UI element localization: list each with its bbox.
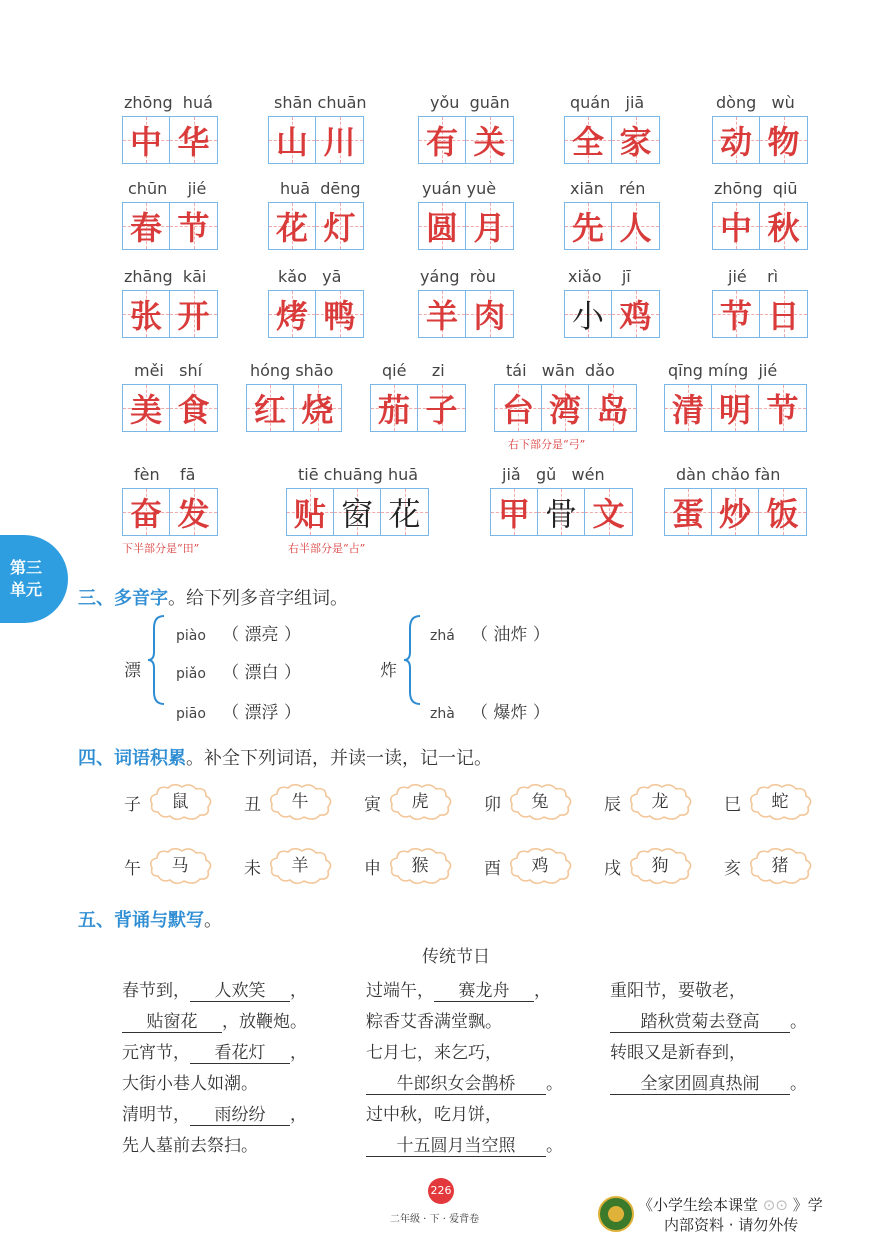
polyphone-item: zhà （ 爆炸 ） — [430, 703, 550, 723]
pinyin: jié rì — [728, 267, 779, 286]
cloud-answer-box — [748, 846, 812, 886]
poem-line: 踏秋赏菊去登高 。 — [610, 1007, 807, 1033]
unit-tab-line2: 单元 — [10, 580, 43, 599]
polyphone-item: piāo （ 漂浮 ） — [176, 703, 301, 723]
poem-line: 先人墓前去祭扫。 — [122, 1136, 258, 1156]
char-grid: 红 烧 — [246, 384, 342, 432]
earthly-branch: 卯 — [484, 795, 501, 815]
pinyin: jiǎ gǔ wén — [502, 465, 605, 484]
zodiac-animal: 狗 — [651, 856, 669, 876]
pinyin: huā dēng — [280, 179, 361, 198]
pinyin: dòng wù — [716, 93, 795, 112]
cloud-answer-box — [148, 846, 212, 886]
cloud-answer-box — [628, 782, 692, 822]
pinyin: tái wān dǎo — [506, 361, 615, 380]
poem-line: 粽香艾香满堂飘。 — [366, 1012, 502, 1032]
char-grid: 有 关 — [418, 116, 514, 164]
fill-blank: 全家团圆真热闹 — [610, 1069, 790, 1095]
brace-icon — [402, 614, 424, 706]
zodiac-animal: 羊 — [291, 856, 309, 876]
char-grid: 茄 子 — [370, 384, 466, 432]
grade-text: 二年级 · 下 · 爱背卷 — [390, 1214, 480, 1225]
poem-line: 过中秋，吃月饼， — [366, 1105, 502, 1125]
poem-line: 十五圆月当空照 。 — [366, 1131, 563, 1157]
char-grid: 中 秋 — [712, 202, 808, 250]
earthly-branch: 辰 — [604, 795, 621, 815]
char-grid: 中 华 — [122, 116, 218, 164]
brand-title: 《小学生绘本课堂 ⊙⊙ 》学 — [638, 1196, 823, 1214]
cloud-answer-box — [268, 846, 332, 886]
earthly-branch: 申 — [364, 859, 381, 879]
zodiac-animal: 蛇 — [771, 792, 789, 812]
section-heading-5: 五、背诵与默写。 — [78, 910, 222, 931]
char-grid: 台 湾 岛 — [494, 384, 637, 432]
poem-line: 全家团圆真热闹 。 — [610, 1069, 807, 1095]
pinyin: qīng míng jié — [668, 361, 778, 380]
char-grid: 张 开 — [122, 290, 218, 338]
pinyin: yǒu guān — [430, 93, 510, 112]
hint-note: 下半部分是“田” — [122, 542, 200, 555]
brand-logo-icon — [598, 1196, 634, 1232]
cloud-answer-box — [508, 782, 572, 822]
char-grid: 烤 鸭 — [268, 290, 364, 338]
cloud-answer-box — [508, 846, 572, 886]
pinyin: fèn fā — [134, 465, 196, 484]
zodiac-animal: 鼠 — [171, 792, 189, 812]
poem-line: 过端午， 赛龙舟 ， — [366, 976, 551, 1002]
char-grid: 贴 窗 花 — [286, 488, 429, 536]
fill-blank: 贴窗花 — [122, 1007, 222, 1033]
char-grid: 小 鸡 — [564, 290, 660, 338]
zodiac-animal: 兔 — [531, 792, 549, 812]
hint-note: 右下部分是“弓” — [508, 438, 586, 451]
pinyin: hóng shāo — [250, 361, 334, 380]
cloud-answer-box — [388, 782, 452, 822]
pinyin: zhōng huá — [124, 93, 213, 112]
pinyin: xiān rén — [570, 179, 646, 198]
brace-icon — [146, 614, 168, 706]
fill-blank: 看花灯 — [190, 1038, 290, 1064]
cloud-answer-box — [628, 846, 692, 886]
char-grid: 全 家 — [564, 116, 660, 164]
pinyin: qié zi — [382, 361, 445, 380]
poem-title: 传统节日 — [422, 947, 490, 967]
cloud-answer-box — [748, 782, 812, 822]
pinyin: yuán yuè — [422, 179, 497, 198]
pinyin: yáng ròu — [420, 267, 496, 286]
poem-line: 重阳节，要敬老， — [610, 981, 746, 1001]
earthly-branch: 戌 — [604, 859, 621, 879]
poem-line: 春节到， 人欢笑 ， — [122, 976, 307, 1002]
unit-tab — [0, 535, 68, 623]
pinyin: shān chuān — [274, 93, 367, 112]
pinyin: tiē chuāng huā — [298, 465, 419, 484]
fill-blank: 牛郎织女会鹊桥 — [366, 1069, 546, 1095]
char-grid: 春 节 — [122, 202, 218, 250]
pinyin: quán jiā — [570, 93, 645, 112]
fill-blank: 十五圆月当空照 — [366, 1131, 546, 1157]
unit-tab-line1: 第三 — [10, 558, 43, 577]
poem-line: 清明节， 雨纷纷 ， — [122, 1100, 307, 1126]
polyphone-item: zhá （ 油炸 ） — [430, 625, 550, 645]
char-grid: 节 日 — [712, 290, 808, 338]
poem-line: 元宵节， 看花灯 ， — [122, 1038, 307, 1064]
char-grid: 山 川 — [268, 116, 364, 164]
earthly-branch: 子 — [124, 795, 141, 815]
zodiac-animal: 猪 — [771, 856, 789, 876]
polyphone-item: piào （ 漂亮 ） — [176, 625, 301, 645]
pinyin: kǎo yā — [278, 267, 342, 286]
char-grid: 羊 肉 — [418, 290, 514, 338]
pinyin: zhōng qiū — [714, 179, 798, 198]
char-grid: 先 人 — [564, 202, 660, 250]
char-grid: 清 明 节 — [664, 384, 807, 432]
pinyin: zhāng kāi — [124, 267, 207, 286]
pinyin: dàn chǎo fàn — [676, 465, 781, 484]
fill-blank: 人欢笑 — [190, 976, 290, 1002]
pinyin: chūn jié — [128, 179, 207, 198]
earthly-branch: 巳 — [724, 795, 741, 815]
char-grid: 蛋 炒 饭 — [664, 488, 807, 536]
poem-line: 贴窗花 ，放鞭炮。 — [122, 1007, 307, 1033]
poem-line: 牛郎织女会鹊桥 。 — [366, 1069, 563, 1095]
fill-blank: 赛龙舟 — [434, 976, 534, 1002]
poem-line: 七月七，来乞巧， — [366, 1043, 502, 1063]
zodiac-animal: 马 — [171, 856, 189, 876]
char-grid: 美 食 — [122, 384, 218, 432]
fill-blank: 雨纷纷 — [190, 1100, 290, 1126]
polyphone-char: 漂 — [124, 661, 141, 681]
zodiac-animal: 鸡 — [531, 856, 549, 876]
pinyin: xiǎo jī — [568, 267, 631, 286]
zodiac-animal: 牛 — [291, 792, 309, 812]
pinyin: měi shí — [134, 361, 203, 380]
poem-line: 大街小巷人如潮。 — [122, 1074, 258, 1094]
char-grid: 动 物 — [712, 116, 808, 164]
poem-line: 转眼又是新春到， — [610, 1043, 746, 1063]
polyphone-char: 炸 — [380, 661, 397, 681]
char-grid: 奋 发 — [122, 488, 218, 536]
earthly-branch: 寅 — [364, 795, 381, 815]
earthly-branch: 丑 — [244, 795, 261, 815]
polyphone-item: piǎo （ 漂白 ） — [176, 663, 301, 683]
brand-notice: 内部资料 · 请勿外传 — [664, 1216, 799, 1234]
char-grid: 圆 月 — [418, 202, 514, 250]
zodiac-animal: 虎 — [411, 792, 429, 812]
char-grid: 花 灯 — [268, 202, 364, 250]
section-heading-3: 三、多音字。给下列多音字组词。 — [78, 588, 348, 609]
zodiac-animal: 龙 — [651, 792, 669, 812]
fill-blank: 踏秋赏菊去登高 — [610, 1007, 790, 1033]
earthly-branch: 午 — [124, 859, 141, 879]
cloud-answer-box — [148, 782, 212, 822]
hint-note: 右半部分是“占” — [288, 542, 366, 555]
earthly-branch: 未 — [244, 859, 261, 879]
page-number: 226 — [428, 1178, 454, 1204]
char-grid: 甲 骨 文 — [490, 488, 633, 536]
earthly-branch: 酉 — [484, 859, 501, 879]
cloud-answer-box — [268, 782, 332, 822]
cloud-answer-box — [388, 846, 452, 886]
section-heading-4: 四、词语积累。补全下列词语，并读一读，记一记。 — [78, 748, 492, 769]
zodiac-animal: 猴 — [411, 856, 429, 876]
earthly-branch: 亥 — [724, 859, 741, 879]
